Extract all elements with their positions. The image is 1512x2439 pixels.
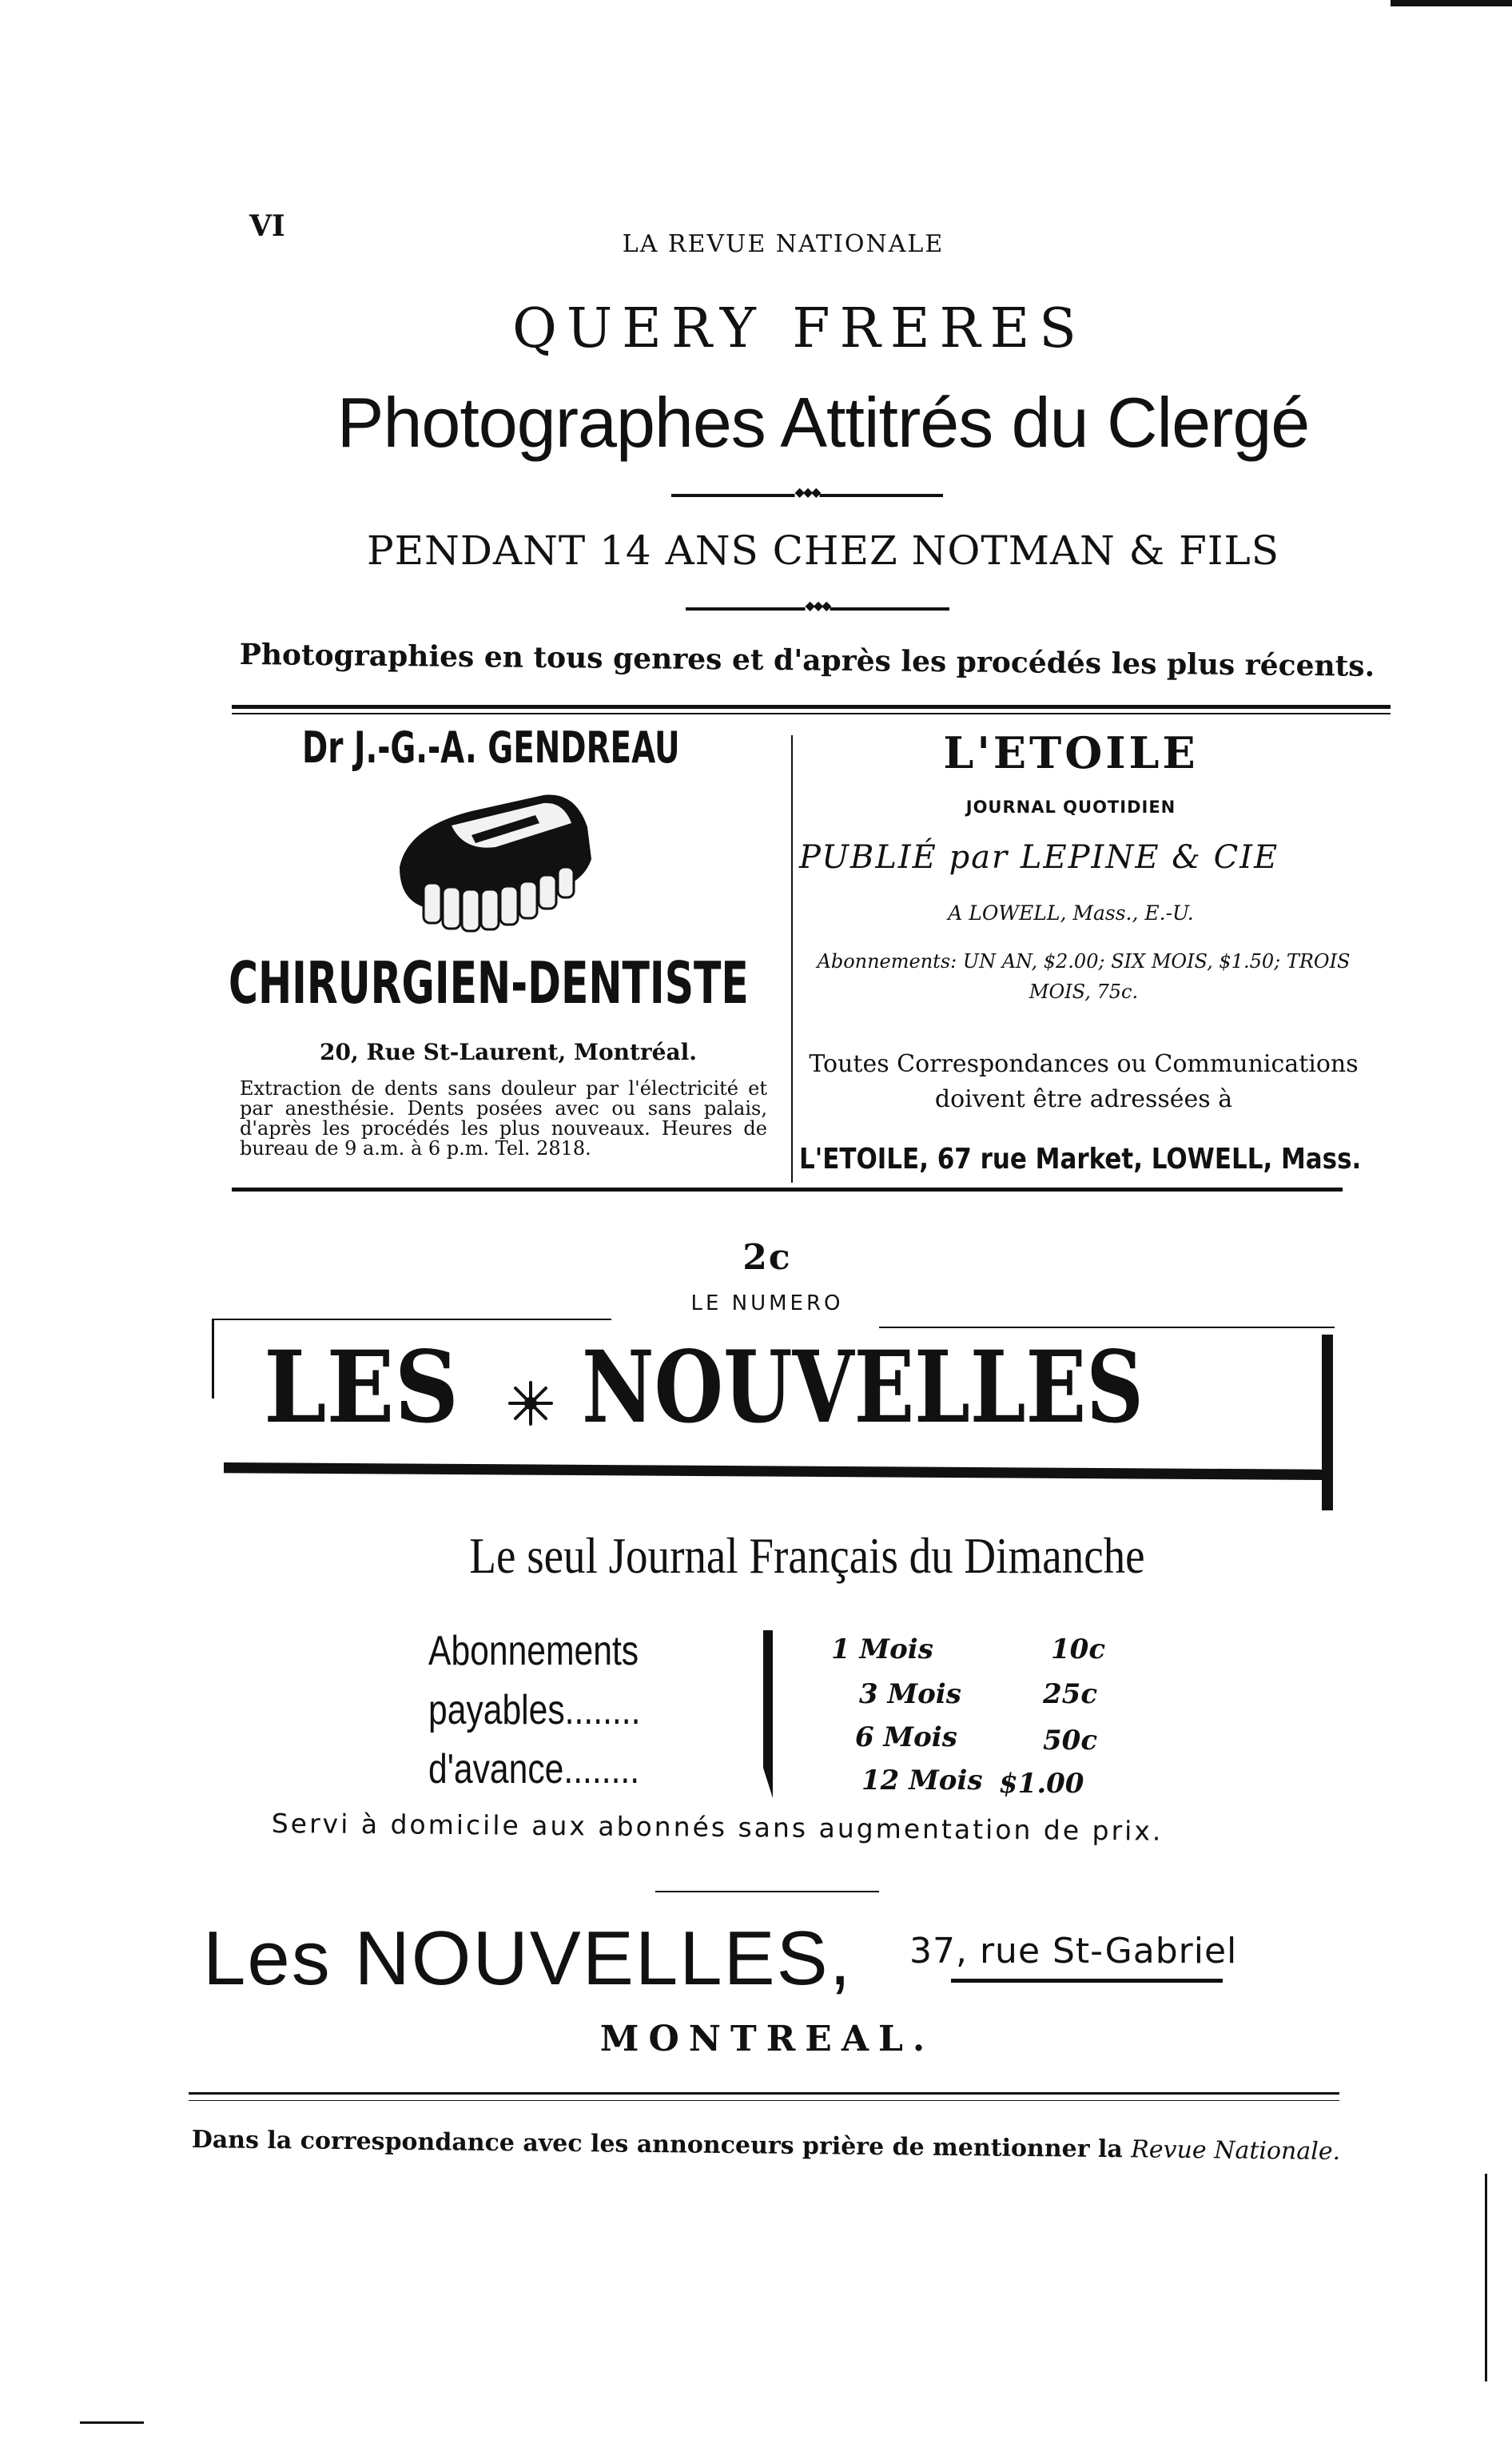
running-header: LA REVUE NATIONALE <box>622 230 945 258</box>
page-edge-mark <box>80 2421 144 2424</box>
advert-nouvelles-rate-period: 6 Mois <box>855 1721 957 1753</box>
advert-nouvelles-city: MONTREAL. <box>599 2019 935 2059</box>
footer-divider <box>189 2092 1339 2095</box>
advert-nouvelles-rate-period: 12 Mois <box>861 1765 983 1796</box>
ornament-divider <box>686 607 949 611</box>
ornament-divider <box>671 494 943 497</box>
dentures-illustration <box>376 779 607 947</box>
advert-gendreau-address: 20, Rue St-Laurent, Montréal. <box>320 1039 698 1065</box>
short-divider <box>655 1891 879 1892</box>
advert-query-freres-history: PENDANT 14 ANS CHEZ NOTMAN & FILS <box>367 527 1279 574</box>
advert-nouvelles-rate-price: $1.00 <box>999 1768 1084 1800</box>
page-edge-mark <box>1485 2174 1487 2381</box>
advert-etoile-publisher: PUBLIÉ par LEPINE & CIE <box>799 839 1279 876</box>
advert-nouvelles-price: 2c <box>742 1237 792 1278</box>
section-divider <box>232 705 1391 709</box>
advert-etoile-address: L'ETOILE, 67 rue Market, LOWELL, Mass. <box>799 1143 1362 1176</box>
advert-nouvelles-address-name: Les NOUVELLES, <box>203 1916 853 2001</box>
footer-notice-text: Dans la correspondance avec les annonceurs prière de mentionner la <box>191 2126 1123 2164</box>
advert-nouvelles-rate-period: 1 Mois <box>831 1633 933 1665</box>
snowflake-ornament <box>507 1379 555 1427</box>
footer-divider <box>189 2100 1339 2101</box>
advert-nouvelles-subs-label-2: payables........ <box>428 1687 641 1733</box>
advert-nouvelles-rate-price: 10c <box>1051 1633 1106 1665</box>
advert-gendreau-profession: CHIRURGIEN-DENTISTE <box>229 949 749 1017</box>
title-underline <box>224 1462 1327 1480</box>
frame-line <box>212 1319 214 1399</box>
column-divider <box>791 735 793 1183</box>
advert-etoile-name: L'ETOILE <box>943 727 1199 778</box>
section-divider <box>232 1188 1343 1192</box>
frame-line <box>212 1319 611 1320</box>
advert-query-freres-tagline: Photographies en tous genres et d'après les procédés les plus récents. <box>239 638 1375 683</box>
advert-nouvelles-subs-label-3: d'avance........ <box>428 1746 640 1792</box>
advert-nouvelles-subtitle: Le seul Journal Français du Dimanche <box>469 1527 1145 1584</box>
street-underline <box>951 1979 1223 1983</box>
advert-etoile-subscriptions: Abonnements: UN AN, $2.00; SIX MOIS, $1.50; TROIS MOIS, 75c. <box>817 950 1351 1003</box>
page-edge-mark <box>1391 0 1512 6</box>
advert-nouvelles-address-street: 37, rue St-Gabriel <box>909 1931 1238 1971</box>
advert-nouvelles-delivery: Servi à domicile aux abonnés sans augmentation de prix. <box>271 1808 1164 1847</box>
advert-etoile-location: A LOWELL, Mass., E.-U. <box>948 901 1194 925</box>
advert-nouvelles-title-left: LES <box>264 1330 460 1446</box>
footer-notice <box>192 2126 1375 2166</box>
advert-etoile-correspondence: Toutes Correspondances ou Communications doivent être adressées à <box>809 1050 1359 1113</box>
advert-nouvelles-price-label: LE NUMERO <box>690 1291 844 1315</box>
advert-nouvelles-rate-price: 25c <box>1043 1678 1098 1710</box>
frame-line <box>879 1327 1335 1328</box>
advert-query-freres-name: QUERY FRERES <box>512 297 1086 360</box>
section-divider <box>232 713 1391 714</box>
frame-line <box>1322 1335 1333 1510</box>
bracket-divider <box>763 1630 773 1798</box>
advert-query-freres-subtitle: Photographes Attitrés du Clergé <box>336 383 1310 462</box>
advert-nouvelles-subs-label-1: Abonnements <box>428 1628 639 1674</box>
advert-nouvelles-title-right: NOUVELLES <box>582 1330 1144 1446</box>
advert-etoile-kind: JOURNAL QUOTIDIEN <box>965 798 1176 817</box>
advert-nouvelles-rate-price: 50c <box>1043 1725 1098 1757</box>
page-number: VI <box>249 209 285 243</box>
footer-notice-journal: Revue Nationale. <box>1131 2135 1341 2166</box>
advert-nouvelles-rate-period: 3 Mois <box>859 1678 961 1710</box>
advert-gendreau-name: Dr J.-G.-A. GENDREAU <box>302 722 680 773</box>
advert-gendreau-description: Extraction de dents sans douleur par l'électricité et par anesthésie. Dents posées avec ou sans palais, d'après les procédés les plus nouveaux. Heures de bureau de 9 a.m. à 6 p.m. Tel. 2818. <box>240 1077 767 1160</box>
